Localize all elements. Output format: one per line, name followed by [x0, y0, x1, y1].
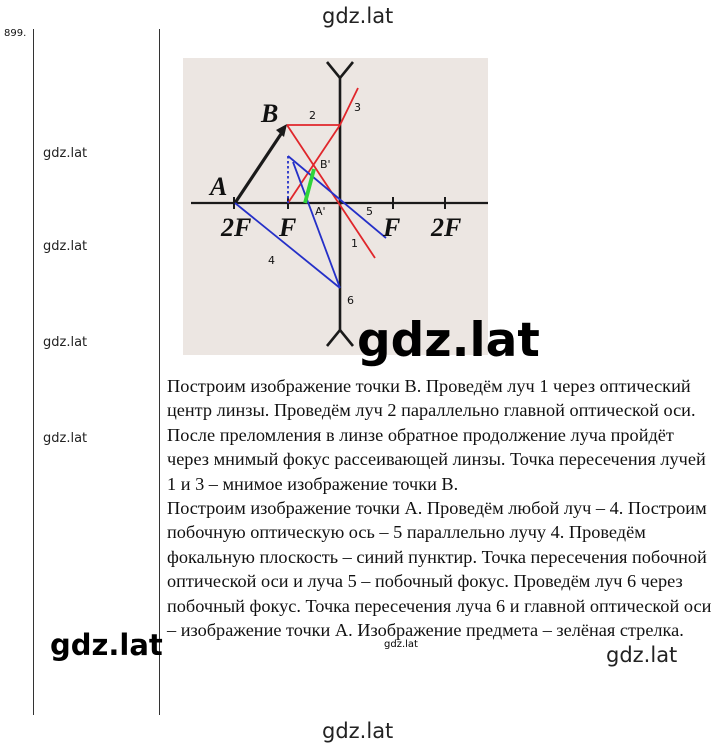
label-ray-5: 5	[366, 205, 373, 218]
watermark-tiny: gdz.lat	[384, 639, 418, 650]
label-f-left: F	[279, 213, 297, 242]
label-ray-3: 3	[354, 101, 361, 114]
diagram-background	[183, 58, 488, 355]
watermark-big: gdz.lat	[357, 313, 540, 368]
solution-paragraph-2: Построим изображение точки А. Проведём любой луч – 4. Построим побочную оптическую ось – 5 параллельно лучу 4. Проведём фокальную плоскость – синий пунктир. Точка пересечения побочной оптической оси и луча 5 – побочный фокус. Проведём луч 6 через побочный фокус. Точка пересечения луча 6 и главной оптической оси – изображение точки А. Изображение предмета – зелёная стрелка.	[167, 498, 712, 641]
lens-ray-diagram	[183, 58, 488, 355]
watermark-side: gdz.lat	[43, 239, 88, 254]
label-f-right: F	[383, 213, 401, 242]
label-ray-1: 1	[351, 237, 358, 250]
label-ray-6: 6	[347, 294, 354, 307]
content-margin-line	[159, 29, 160, 715]
watermark-side: gdz.lat	[43, 431, 88, 446]
watermark-right: gdz.lat	[606, 643, 678, 667]
label-a: A	[210, 172, 228, 201]
watermark-side: gdz.lat	[43, 335, 88, 350]
label-b-image: B'	[320, 158, 331, 171]
solution-paragraph-1: Построим изображение точки В. Проведём луч 1 через оптический центр линзы. Проведём луч 2 параллельно главной оптической оси. После преломления в линзе обратное продолжение луча пройдёт через мнимый фокус рассеивающей линзы. Точка пересечения лучей 1 и 3 – мнимое изображение точки В.	[167, 376, 706, 494]
label-2f-left: 2F	[221, 213, 252, 242]
solution-text	[167, 374, 717, 642]
task-number: 899.	[4, 28, 27, 39]
left-margin-line	[33, 29, 34, 715]
label-2f-right: 2F	[431, 213, 462, 242]
label-a-image: A'	[315, 205, 326, 218]
watermark-side: gdz.lat	[43, 146, 88, 161]
label-b: B	[261, 99, 279, 128]
label-ray-4: 4	[268, 254, 275, 267]
watermark-big-left: gdz.lat	[50, 628, 163, 662]
label-ray-2: 2	[309, 109, 316, 122]
watermark-bottom: gdz.lat	[322, 719, 394, 743]
watermark-top: gdz.lat	[322, 4, 394, 28]
